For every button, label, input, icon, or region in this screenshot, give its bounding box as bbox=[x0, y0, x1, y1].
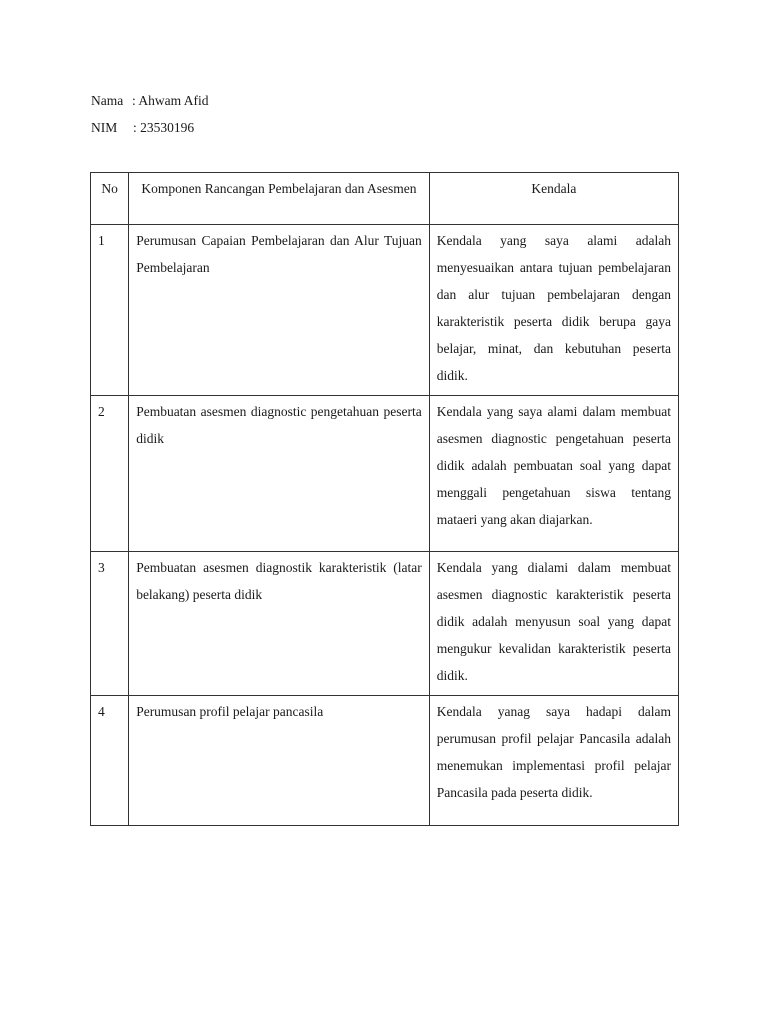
header-komponen: Komponen Rancangan Pembelajaran dan Asesmen bbox=[129, 173, 430, 225]
row-number: 4 bbox=[91, 696, 129, 826]
row-komponen: Perumusan profil pelajar pancasila bbox=[129, 696, 430, 826]
row-number: 2 bbox=[91, 396, 129, 552]
row-number: 1 bbox=[91, 225, 129, 396]
table-row bbox=[91, 396, 679, 552]
header-kendala: Kendala bbox=[429, 173, 678, 225]
student-nim-line bbox=[91, 119, 194, 137]
student-nim-label: NIM bbox=[91, 120, 118, 135]
row-kendala: Kendala yanag saya hadapi dalam perumusan profil pelajar Pancasila adalah menemukan implementasi profil pelajar Pancasila pada peserta didik. bbox=[429, 696, 678, 826]
header-no: No bbox=[91, 173, 129, 225]
kendala-table bbox=[90, 172, 679, 826]
row-kendala: Kendala yang saya alami adalah menyesuaikan antara tujuan pembelajaran dan alur tujuan pembelajaran dengan karakteristik peserta didik berupa gaya belajar, minat, dan kebutuhan peserta didik. bbox=[429, 225, 678, 396]
row-komponen: Pembuatan asesmen diagnostic pengetahuan peserta didik bbox=[129, 396, 430, 552]
table-header-row bbox=[91, 173, 679, 225]
table-row bbox=[91, 225, 679, 396]
table-row bbox=[91, 696, 679, 826]
row-kendala: Kendala yang dialami dalam membuat asesmen diagnostic karakteristik peserta didik adalah menyusun soal yang dapat mengukur kevalidan karakteristik peserta didik. bbox=[429, 552, 678, 696]
row-komponen: Perumusan Capaian Pembelajaran dan Alur Tujuan Pembelajaran bbox=[129, 225, 430, 396]
row-number: 3 bbox=[91, 552, 129, 696]
row-komponen: Pembuatan asesmen diagnostik karakteristik (latar belakang) peserta didik bbox=[129, 552, 430, 696]
student-name-label: Nama bbox=[91, 93, 124, 108]
row-kendala: Kendala yang saya alami dalam membuat asesmen diagnostic pengetahuan peserta didik adalah pembuatan soal yang dapat menggali pengetahuan siswa tentang mataeri yang akan diajarkan. bbox=[429, 396, 678, 552]
student-name-value: : Ahwam Afid bbox=[132, 93, 209, 108]
table-row bbox=[91, 552, 679, 696]
student-name-line bbox=[91, 92, 209, 110]
student-nim-value: : 23530196 bbox=[133, 120, 195, 135]
